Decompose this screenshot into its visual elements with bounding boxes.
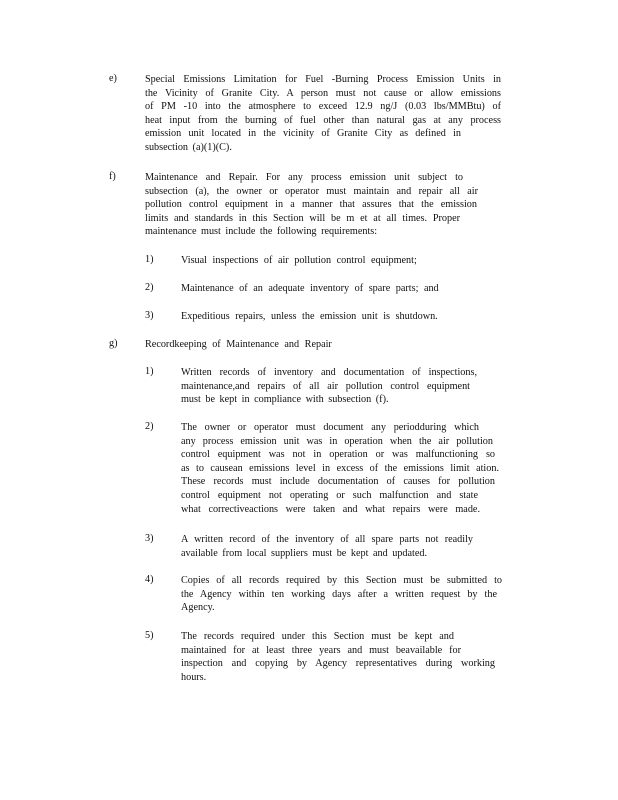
section-g-item-2-line: any process emission unit was in operation when the air pollution [181, 435, 493, 447]
section-f-item-2-text: Maintenance of an adequate inventory of spare parts; and [181, 283, 439, 294]
section-e-line: heat input from the burning of fuel other than natural gas at any process [145, 114, 501, 126]
section-g-item-2-line: The owner or operator must document any periodduring which [181, 422, 479, 433]
section-e-paragraph [145, 73, 501, 155]
section-g-item-4-marker: 4) [145, 574, 154, 585]
section-f-item-1-text: Visual inspections of air pollution control equipment; [181, 255, 417, 266]
section-g-item-3-paragraph [181, 533, 473, 560]
section-g-item-1-line: Written records of inventory and documentation of inspections, [181, 367, 477, 378]
section-e-line: subsection (a)(1)(C). [145, 141, 232, 153]
section-g-item-5-marker: 5) [145, 630, 154, 641]
section-e-marker: e) [109, 73, 117, 84]
section-g-item-3-line: available from local suppliers must be kept and updated. [181, 547, 427, 559]
section-g-item-1-line: maintenance,and repairs of all air pollution control equipment [181, 380, 470, 392]
section-g-item-5-paragraph [181, 630, 495, 684]
section-g-item-3-line: A written record of the inventory of all spare parts not readily [181, 534, 473, 545]
section-g-item-5-line: The records required under this Section must be kept and [181, 631, 454, 642]
section-g-item-2-line: as to causean emissions level in excess of the emissions limit ation. [181, 462, 499, 474]
section-f-marker: f) [109, 171, 116, 182]
section-f-line: limits and standards in this Section will be m et at all times. Proper [145, 212, 460, 224]
section-g-item-2-line: control equipment was not in operation or was malfunctioning so [181, 449, 495, 461]
section-g-item-4-line: the Agency within ten working days after a written request by the [181, 588, 497, 600]
section-g-item-4-line: Copies of all records required by this Section must be submitted to [181, 575, 502, 586]
section-g-item-1-paragraph [181, 366, 477, 407]
section-f-line: Maintenance and Repair. For any process emission unit subject to [145, 172, 463, 183]
section-g-item-2-line: control equipment not operating or such malfunction and state [181, 489, 478, 501]
section-f-item-2-marker: 2) [145, 282, 154, 293]
section-g-item-1-marker: 1) [145, 366, 154, 377]
section-g-item-2-paragraph [181, 421, 499, 516]
section-e-line: the Vicinity of Granite City. A person must not cause or allow emissions [145, 87, 501, 99]
section-g-heading: Recordkeeping of Maintenance and Repair [145, 339, 332, 350]
section-g-marker: g) [109, 338, 118, 349]
section-f-paragraph [145, 171, 478, 239]
section-g-item-2-line: These records must include documentation of causes for pollution [181, 476, 495, 488]
section-f-item-3-text: Expeditious repairs, unless the emission unit is shutdown. [181, 311, 438, 322]
section-g-item-1-line: must be kept in compliance with subsection (f). [181, 394, 389, 406]
section-f-line: subsection (a), the owner or operator must maintain and repair all air [145, 185, 478, 197]
section-e-line: Special Emissions Limitation for Fuel -Burning Process Emission Units in [145, 74, 501, 85]
section-e-line: of PM -10 into the atmosphere to exceed 12.9 ng/J (0.03 lbs/MMBtu) of [145, 101, 501, 113]
section-f-line: pollution control equipment in a manner that assures that the emission [145, 199, 477, 211]
section-g-item-2-marker: 2) [145, 421, 154, 432]
section-g-item-5-line: hours. [181, 671, 207, 683]
section-g-item-5-line: inspection and copying by Agency representatives during working [181, 658, 495, 670]
section-f-item-3-marker: 3) [145, 310, 154, 321]
section-g-item-3-marker: 3) [145, 533, 154, 544]
section-g-item-4-paragraph [181, 574, 502, 615]
section-e-line: emission unit located in the vicinity of Granite City as defined in [145, 128, 461, 140]
section-f-line: maintenance must include the following requirements: [145, 226, 378, 238]
section-g-item-5-line: maintained for at least three years and must beavailable for [181, 644, 461, 656]
section-f-item-1-marker: 1) [145, 254, 154, 265]
section-g-item-4-line: Agency. [181, 602, 215, 614]
section-g-item-2-line: what correctiveactions were taken and what repairs were made. [181, 503, 480, 515]
